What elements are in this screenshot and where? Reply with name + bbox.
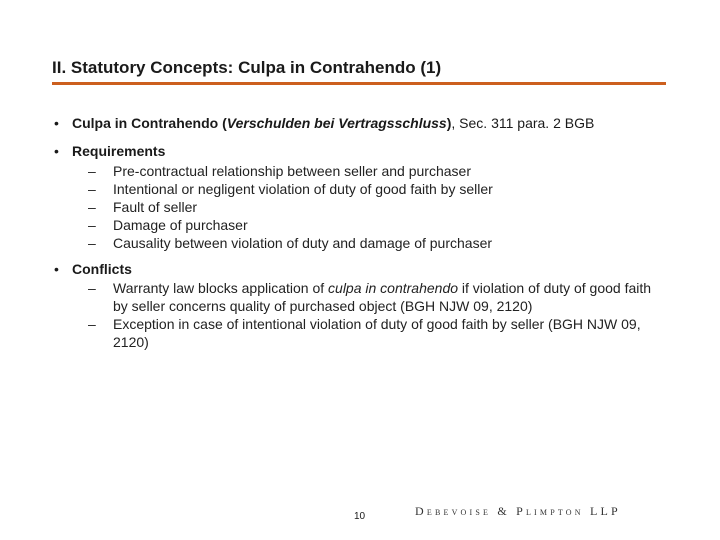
conflict-item bbox=[88, 315, 660, 351]
dash-marker: – bbox=[88, 280, 96, 296]
bullet-requirements bbox=[54, 143, 165, 159]
bullet-conflicts-label: Conflicts bbox=[72, 261, 132, 277]
requirement-text: Pre-contractual relationship between seller and purchaser bbox=[113, 163, 471, 179]
title-divider bbox=[52, 82, 666, 85]
dash-marker: – bbox=[88, 163, 96, 179]
bullet-culpa bbox=[54, 115, 594, 131]
requirement-item bbox=[88, 180, 668, 198]
conflict-text: Exception in case of intentional violation of duty of good faith by seller (BGH NJW 09, 2120) bbox=[113, 316, 641, 350]
dash-marker: – bbox=[88, 181, 96, 197]
requirement-text: Intentional or negligent violation of duty of good faith by seller bbox=[113, 181, 493, 197]
slide-title: II. Statutory Concepts: Culpa in Contrahendo (1) bbox=[52, 58, 442, 77]
bullet-marker: • bbox=[54, 143, 59, 159]
requirement-text: Causality between violation of duty and damage of purchaser bbox=[113, 235, 493, 251]
dash-marker: – bbox=[88, 199, 96, 215]
bullet-requirements-label: Requirements bbox=[72, 143, 166, 159]
conflict-item bbox=[88, 279, 660, 315]
dash-marker: – bbox=[88, 235, 96, 251]
conflict-text bbox=[113, 279, 660, 315]
dash-marker: – bbox=[88, 316, 96, 332]
conflict-text-start: Warranty law blocks application of bbox=[113, 280, 329, 296]
requirement-item bbox=[88, 216, 668, 234]
conflict-term: culpa in contrahendo bbox=[328, 280, 459, 296]
requirement-item bbox=[88, 198, 668, 216]
bullet-culpa-citation: , Sec. 311 para. 2 BGB bbox=[451, 115, 595, 131]
bullet-culpa-german-term: Verschulden bei Vertragsschluss bbox=[226, 115, 447, 131]
bullet-marker: • bbox=[54, 115, 59, 131]
requirement-item bbox=[88, 162, 668, 180]
page-number: 10 bbox=[354, 511, 366, 522]
requirement-text: Damage of purchaser bbox=[113, 217, 248, 233]
bullet-culpa-term: Culpa in Contrahendo ( bbox=[72, 115, 227, 131]
conflict-text-end: if violation of duty of good faith by seller concerns quality of purchased object (BGH NJW 09, 2120) bbox=[113, 280, 652, 314]
bullet-marker: • bbox=[54, 261, 59, 277]
bullet-culpa-paren: ) bbox=[446, 115, 452, 131]
requirement-item bbox=[88, 234, 668, 252]
requirement-text: Fault of seller bbox=[113, 199, 198, 215]
firm-logo: Debevoise & Plimpton LLP bbox=[415, 504, 621, 518]
bullet-conflicts bbox=[54, 261, 132, 277]
dash-marker: – bbox=[88, 217, 96, 233]
